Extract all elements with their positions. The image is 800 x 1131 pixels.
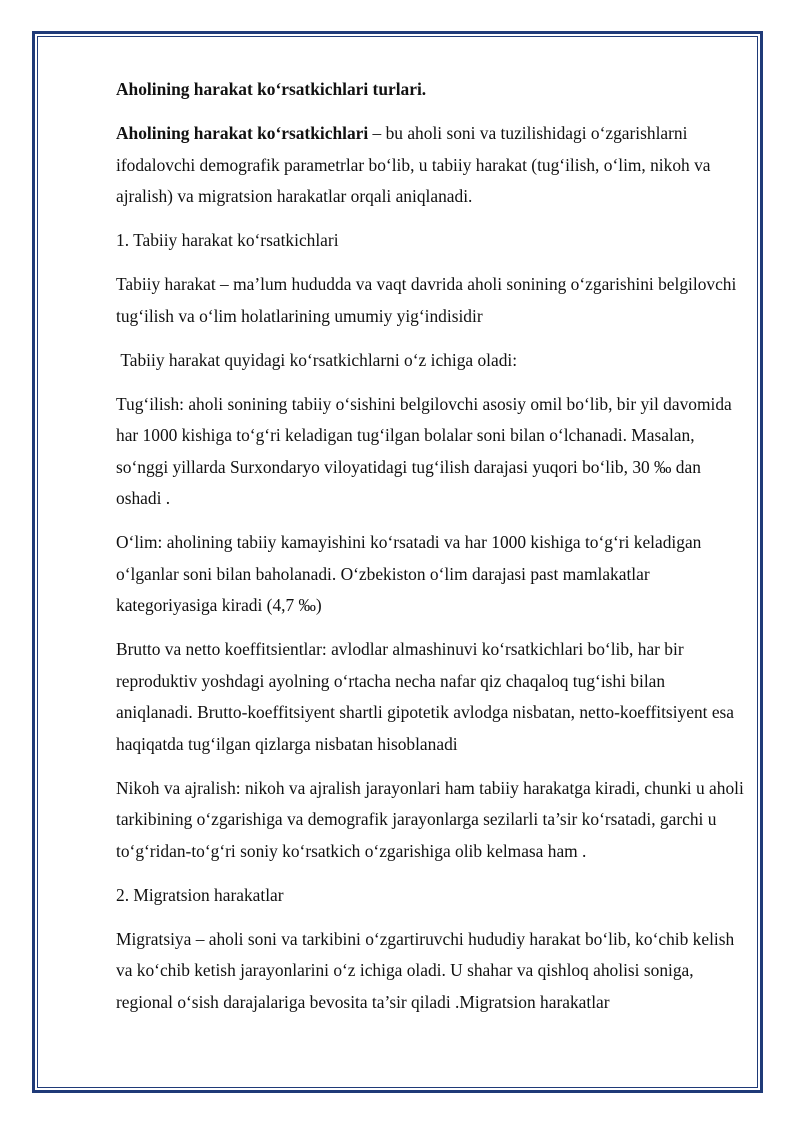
section-1-heading: 1. Tabiiy harakat ko‘rsatkichlari [116, 230, 339, 250]
paragraph-tugilish: Tug‘ilish: aholi sonining tabiiy o‘sishini belgilovchi asosiy omil bo‘lib, bir yil davomida har 1000 kishiga to‘g‘ri keladigan tug‘ilgan bolalar soni bilan o‘lchanadi. Masalan, so‘nggi yillarda Surxondaryo viloyatidagi tug‘ilish darajasi yuqori bo‘lib, 30 ‰ dan oshadi . [116, 393, 732, 508]
document-title: Aholining harakat ko‘rsatkichlari turlari. [116, 79, 427, 99]
paragraph-tabiiy-definition: Tabiiy harakat – ma’lum hududda va vaqt davrida aholi sonining o‘zgarishini belgilovchi tug‘ilish va o‘lim holatlarining umumiy yig‘indisidir [116, 274, 737, 326]
paragraph-migratsiya: Migratsiya – aholi soni va tarkibini o‘zgartiruvchi hududiy harakat bo‘lib, ko‘chib kelish va ko‘chib ketish jarayonlarini o‘z ichiga oladi. U shahar va qishloq aholisi soniga, regional o‘sish darajalariga bevosita ta’sir qiladi .Migratsion harakatlar [116, 928, 735, 1012]
paragraph-brutto-netto: Brutto va netto koeffitsientlar: avlodlar almashinuvi ko‘rsatkichlari bo‘lib, har bir reproduktiv yoshdagi ayolning o‘rtacha necha nafar qiz chaqaloq tug‘ishi bilan aniqlanadi. Brutto-koeffitsiyent shartli gipotetik avlodga nisbatan, netto-koeffitsiyent esa haqiqatda tug‘ilgan qizlarga nisbatan hisoblanadi [116, 639, 735, 754]
document-body [116, 74, 746, 1031]
paragraph-olim: O‘lim: aholining tabiiy kamayishini ko‘rsatadi va har 1000 kishiga to‘g‘ri keladigan o‘lganlar soni bilan baholanadi. O‘zbekiston o‘lim darajasi past mamlakatlar kategoriyasiga kiradi (4,7 ‰) [116, 532, 702, 615]
intro-paragraph [116, 118, 746, 213]
intro-text: – bu aholi soni va tuzilishidagi o‘zgarishlarni ifodalovchi demografik parametrlar bo‘lib, u tabiiy harakat (tug‘ilish, o‘lim, nikoh va ajralish) va migratsion harakatlar orqali aniqlanadi. [116, 123, 711, 206]
section-2-heading: 2. Migratsion harakatlar [116, 884, 284, 905]
paragraph-nikoh-ajralish: Nikoh va ajralish: nikoh va ajralish jarayonlari ham tabiiy harakatga kiradi, chunki u aholi tarkibining o‘zgarishiga va demografik jarayonlarga sezilarli ta’sir ko‘rsatadi, garchi u to‘g‘ridan-to‘g‘ri soniy ko‘rsatkich o‘zgarishiga olib kelmasa ham . [116, 777, 744, 861]
intro-term: Aholining harakat ko‘rsatkichlari [116, 123, 369, 143]
paragraph-tabiiy-includes: Tabiiy harakat quyidagi ko‘rsatkichlarni o‘z ichiga oladi: [116, 349, 518, 370]
